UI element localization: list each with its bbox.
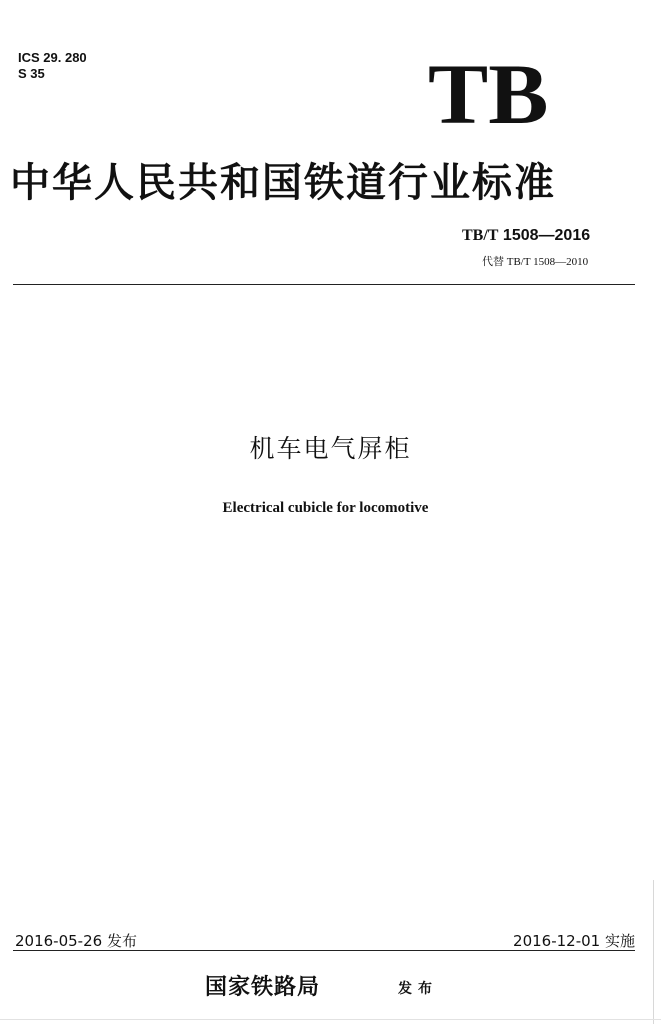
org-title: 中华人民共和国铁道行业标准 — [10, 159, 556, 206]
issue-date: 2016-05-26 发布 — [15, 932, 137, 950]
ics-code: ICS 29. 280 — [18, 50, 87, 65]
publish-label: 发布 — [398, 981, 438, 997]
publisher-name: 国家铁路局 — [205, 974, 321, 1000]
page-bottom-edge — [0, 1019, 661, 1020]
bottom-divider — [13, 950, 635, 951]
replaces-note: 代替 TB/T 1508—2010 — [482, 256, 589, 268]
ccs-code: S 35 — [18, 66, 45, 81]
standard-number — [462, 226, 590, 246]
scan-edge-line — [653, 880, 654, 1024]
document-title-chinese: 机车电气屏柜 — [249, 434, 412, 463]
tb-logo: TB — [428, 46, 549, 142]
document-title-english: Electrical cubicle for locomotive — [222, 500, 429, 516]
standard-code: 1508—2016 — [502, 227, 591, 244]
standard-prefix: TB/T — [462, 227, 499, 244]
implementation-date: 2016-12-01 实施 — [513, 932, 635, 950]
top-divider — [13, 284, 635, 285]
classification-codes — [18, 50, 87, 82]
